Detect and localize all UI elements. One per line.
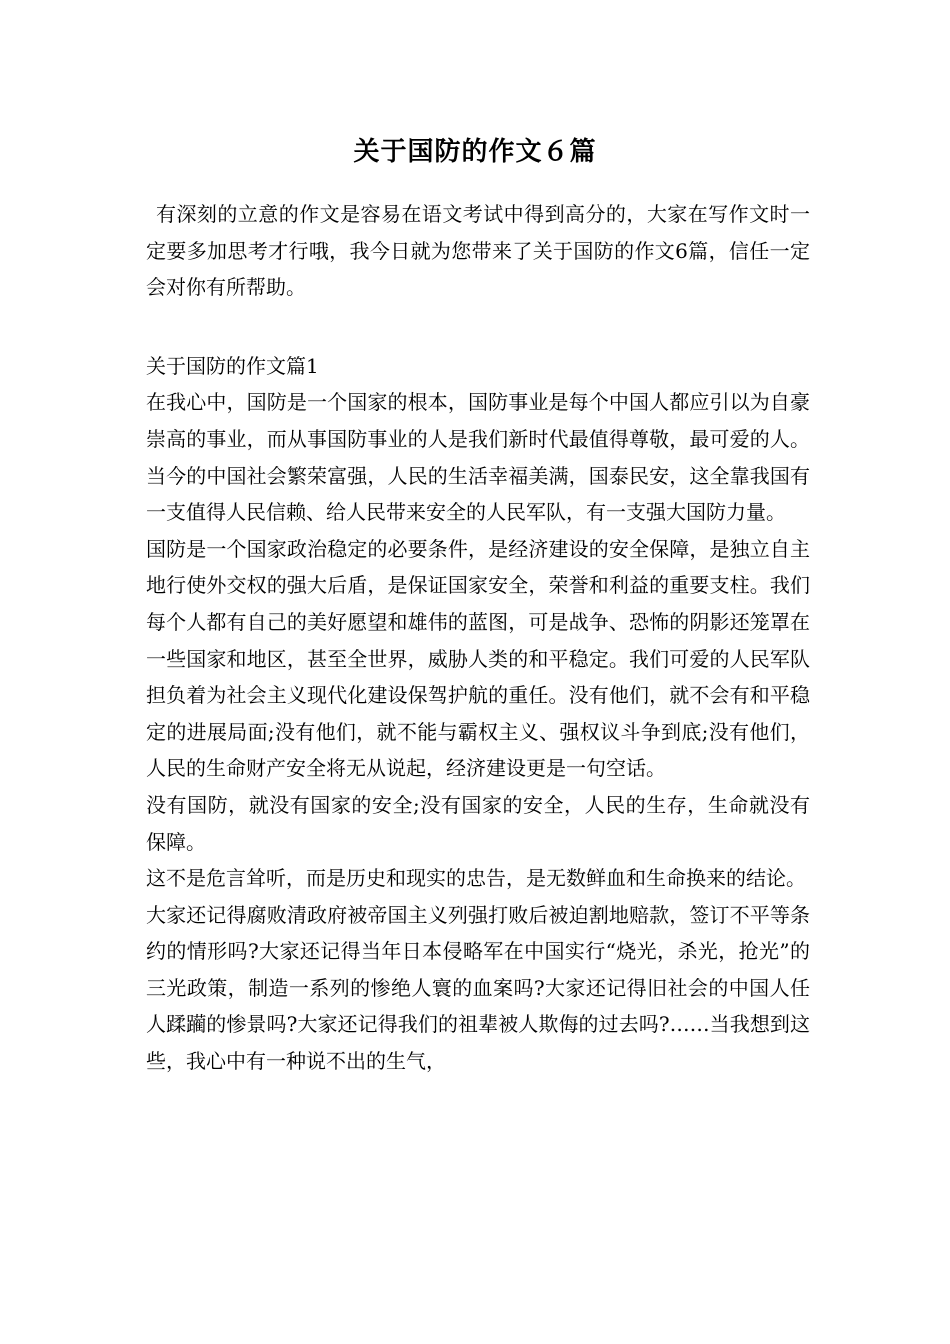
body-paragraph: 没有国防，就没有国家的安全;没有国家的安全，人民的生存，生命就没有保障。 bbox=[146, 792, 810, 854]
intro-paragraph: 有深刻的立意的作文是容易在语文考试中得到高分的，大家在写作文时一定要多加思考才行哦，我今日就为您带来了关于国防的作文6篇，信任一定会对你有所帮助。 bbox=[146, 202, 810, 300]
paragraph-spacer bbox=[146, 306, 810, 348]
body-paragraph: 在我心中，国防是一个国家的根本，国防事业是每个中国人都应引以为自豪崇高的事业，而从事国防事业的人是我们新时代最值得尊敬，最可爱的人。当今的中国社会繁荣富强，人民的生活幸福美满，国泰民安，这全靠我国有一支值得人民信赖、给人民带来安全的人民军队，有一支强大国防力量。 bbox=[146, 390, 810, 525]
body-paragraph: 大家还记得腐败清政府被帝国主义列强打败后被迫割地赔款，签订不平等条约的情形吗?大家还记得当年日本侵略军在中国实行“烧光，杀光，抢光”的三光政策，制造一系列的惨绝人寰的血案吗?大家还记得旧社会的中国人任人蹂躏的惨景吗?大家还记得我们的祖辈被人欺侮的过去吗?……当我想到这些，我心中有一种说不出的生气， bbox=[146, 902, 810, 1074]
body-paragraph: 这不是危言耸听，而是历史和现实的忠告，是无数鲜血和生命换来的结论。 bbox=[146, 866, 806, 891]
document-body bbox=[146, 196, 810, 1080]
document-title: 关于国防的作文６篇 bbox=[353, 137, 597, 167]
body-paragraph: 国防是一个国家政治稳定的必要条件，是经济建设的安全保障，是独立自主地行使外交权的强大后盾，是保证国家安全，荣誉和利益的重要支柱。我们每个人都有自己的美好愿望和雄伟的蓝图，可是战争、恐怖的阴影还笼罩在一些国家和地区，甚至全世界，威胁人类的和平稳定。我们可爱的人民军队担负着为社会主义现代化建设保驾护航的重任。没有他们，就不会有和平稳定的进展局面;没有他们，就不能与霸权主义、强权议斗争到底;没有他们，人民的生命财产安全将无从说起，经济建设更是一句空话。 bbox=[146, 536, 810, 781]
section-heading: 关于国防的作文篇1 bbox=[146, 353, 319, 378]
